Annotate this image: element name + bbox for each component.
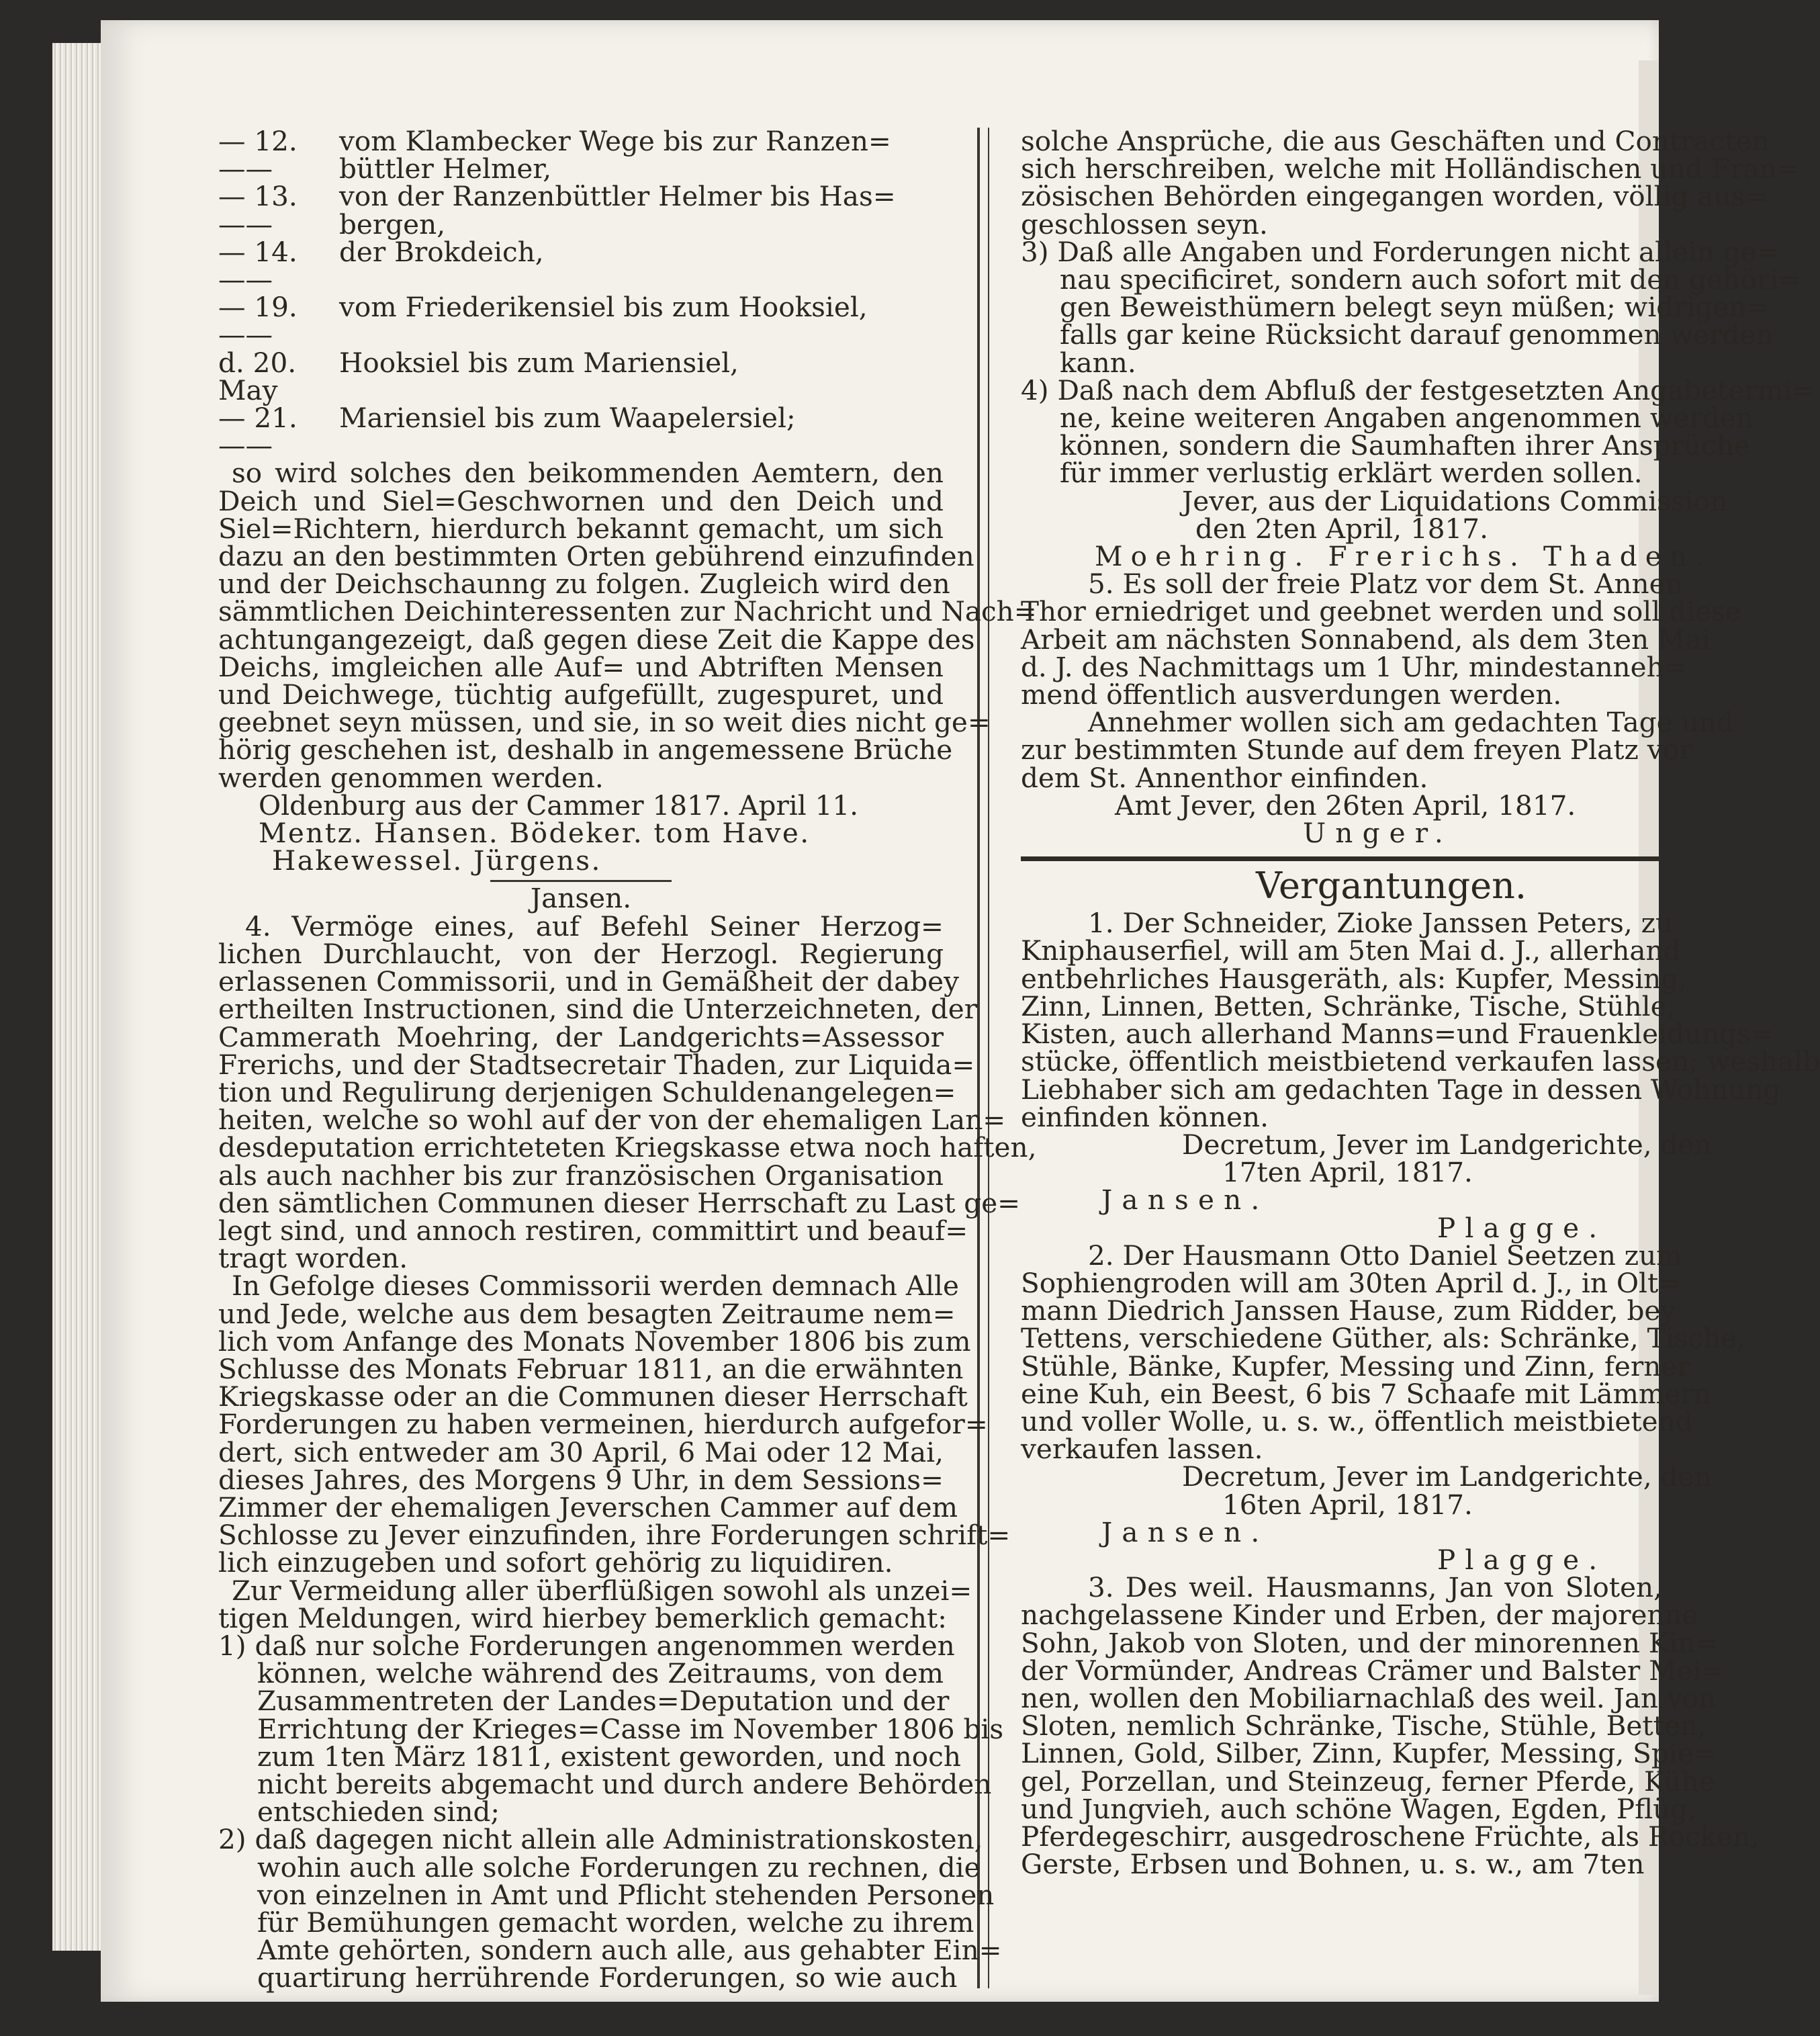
right-column — [1021, 125, 1820, 1881]
text-line: können, sondern die Saumhaften ihrer Ansprüche — [1060, 429, 1750, 462]
text-line: Kisten, auch allerhand Manns=und Frauenkleidungs= — [1021, 1018, 1774, 1051]
text-line: Linnen, Gold, Silber, Zinn, Kupfer, Messing, Spie= — [1021, 1737, 1717, 1770]
list-number: — 21. —— — [218, 402, 298, 462]
text-line: einfinden können. — [1021, 1100, 1269, 1133]
text-line: 4. Vermöge eines, auf Befehl Seiner Herzog= — [245, 910, 944, 942]
text-line: Mariensiel bis zum Waapelersiel; — [339, 402, 796, 435]
text-line: Gerste, Erbsen und Bohnen, u. s. w., am 7ten — [1021, 1848, 1645, 1881]
text-line: legt sind, und annoch restiren, committirt und beauf= — [218, 1214, 968, 1247]
text-line: Amte gehörten, sondern auch alle, aus gehabter Ein= — [257, 1934, 1002, 1967]
commission-date: den 2ten April, 1817. — [1195, 512, 1488, 545]
list-number: — 19.—— — [218, 291, 298, 351]
text-line: Tettens, verschiedene Güther, als: Schränke, Tische, — [1021, 1322, 1746, 1355]
text-line: so wird solches den beikommenden Aemtern, den — [232, 457, 944, 490]
text-line: 4) Daß nach dem Abfluß der festgesetzten Angabetermi= — [1021, 373, 1815, 406]
text-line: Zur Vermeidung aller überflüßigen sowohl als unzei= — [232, 1574, 972, 1607]
text-line: nachgelassene Kinder und Erben, der majorenne — [1021, 1599, 1698, 1632]
text-line: Hooksiel bis zum Mariensiel, — [339, 346, 739, 379]
condition-item-4 — [1021, 373, 1815, 490]
text-line: Annehmer wollen sich am gedachten Tage und — [1088, 706, 1734, 739]
decretum-1-plagge: Plagge. — [1437, 1211, 1607, 1244]
text-line: 3) Daß alle Angaben und Forderungen nicht allein ge= — [1021, 235, 1780, 268]
decretum-1-date: 17ten April, 1817. — [1222, 1156, 1473, 1189]
decretum-1: Decretum, Jever im Landgerichte, den — [1182, 1128, 1712, 1161]
text-line: der Vormünder, Andreas Crämer und Balster Mei= — [1021, 1654, 1725, 1687]
text-line: Deichs, imgleichen alle Auf= und Abtriften Mensen — [218, 650, 944, 683]
text-line: Forderungen zu haben vermeinen, hierdurch aufgefor= — [218, 1408, 988, 1441]
text-line: und Jungvieh, auch schöne Wagen, Egden, Pflüg, — [1021, 1792, 1696, 1825]
text-line: wohin auch alle solche Forderungen zu rechnen, die — [257, 1851, 981, 1884]
text-line: Siel=Richtern, hierdurch bekannt gemacht, um sich — [218, 512, 944, 545]
signer-jansen: Jansen. — [530, 882, 632, 915]
text-line: lichen Durchlaucht, von der Herzogl. Regierung — [218, 937, 944, 970]
text-line: von einzelnen in Amt und Pflicht stehenden Personen — [257, 1878, 995, 1911]
text-line: als auch nachher bis zur französischen Organisation — [218, 1159, 944, 1192]
text-line: Cammerath Moehring, der Landgerichts=Assessor — [218, 1020, 944, 1053]
condition-item-2 — [218, 1823, 1002, 1994]
text-line: eine Kuh, ein Beest, 6 bis 7 Schaafe mit Lämmern — [1021, 1377, 1711, 1410]
list-number: — 14.—— — [218, 235, 298, 296]
text-line: nen, wollen den Mobiliarnachlaß des weil. Jan von — [1021, 1681, 1717, 1714]
decretum-1-jansen: Jansen. — [1101, 1184, 1269, 1216]
text-line: Kriegskasse oder an die Communen dieser Herrschaft — [218, 1380, 968, 1413]
list-item — [218, 235, 944, 296]
text-line: für Bemühungen gemacht worden, welche zu ihrem — [257, 1906, 974, 1939]
condition-item-1 — [218, 1629, 1004, 1828]
list-text — [339, 180, 944, 240]
text-line: erlassenen Commissorii, und in Gemäßheit der dabey — [218, 965, 959, 998]
condition-item-3 — [1021, 235, 1801, 379]
commission-place: Jever, aus der Liquidations Commission — [1182, 484, 1728, 517]
text-line: lich einzugeben und sofort gehörig zu liquidiren. — [218, 1546, 893, 1579]
auction-notice-2 — [1021, 1239, 1746, 1466]
text-line: Stühle, Bänke, Kupfer, Messing und Zinn, ferner — [1021, 1349, 1690, 1382]
decretum-2: Decretum, Jever im Landgerichte, den — [1182, 1460, 1712, 1493]
text-line: und Jede, welche aus dem besagten Zeitraume nem= — [218, 1297, 956, 1330]
text-line: entbehrliches Hausgeräth, als: Kupfer, Messing, — [1021, 962, 1688, 995]
dike-section-list — [218, 125, 944, 462]
list-item — [218, 346, 944, 406]
list-number: d. 20. May — [218, 346, 297, 406]
text-line: hörig geschehen ist, deshalb in angemessene Brüche — [218, 734, 953, 766]
decretum-2-jansen: Jansen. — [1101, 1515, 1269, 1548]
text-line: Zusammentreten der Landes=Deputation und der — [257, 1685, 950, 1718]
text-line: heiten, welche so wohl auf der von der ehemaligen Lan= — [218, 1104, 1006, 1137]
text-line: lich vom Anfange des Monats November 1806 bis zum — [218, 1325, 971, 1358]
text-line: 2) daß dagegen nicht allein alle Administrationskosten, — [218, 1823, 983, 1856]
text-line: vom Klambecker Wege bis zur Ranzen= — [339, 125, 891, 157]
avoidance-paragraph — [218, 1574, 972, 1634]
text-line: Sloten, nemlich Schränke, Tische, Stühle, Betten, — [1021, 1710, 1707, 1742]
text-line: Zinn, Linnen, Betten, Schränke, Tische, Stühle, — [1021, 989, 1676, 1022]
book-page-edges — [52, 43, 106, 1951]
place-date-line: Oldenburg aus der Cammer 1817. April 11. — [259, 789, 858, 822]
text-line: falls gar keine Rücksicht darauf genommen werden — [1060, 318, 1774, 351]
text-line: werden genommen werden. — [218, 761, 604, 794]
auction-notice-1 — [1021, 907, 1820, 1133]
text-line: dem St. Annenthor einfinden. — [1021, 761, 1428, 794]
text-line: von der Ranzenbüttler Helmer bis Has= — [339, 180, 896, 213]
text-line: bergen, — [339, 208, 446, 240]
text-line: ertheilten Instructionen, sind die Unterzeichneten, der — [218, 993, 978, 1026]
text-line: gen Beweisthümern belegt seyn müßen; widrigen= — [1060, 291, 1770, 324]
text-line: Schlosse zu Jever einzufinden, ihre Forderungen schrift= — [218, 1519, 1011, 1552]
section-rule — [1021, 856, 1662, 861]
text-line: für immer verlustig erklärt werden sollen. — [1060, 457, 1643, 490]
bidders-paragraph — [1021, 706, 1734, 794]
text-line: Frerichs, und der Stadtsecretair Thaden, zur Liquida= — [218, 1048, 975, 1081]
text-line: 2. Der Hausmann Otto Daniel Seetzen zum — [1088, 1239, 1682, 1272]
decretum-2-plagge: Plagge. — [1437, 1543, 1607, 1576]
text-line: mend öffentlich ausverdungen werden. — [1021, 678, 1562, 711]
text-line: verkaufen lassen. — [1021, 1433, 1263, 1466]
text-line: Sophiengroden will am 30ten April d. J., in Olt= — [1021, 1266, 1682, 1299]
square-levelling-paragraph — [1021, 568, 1741, 711]
text-line: In Gefolge dieses Commissorii werden demnach Alle — [232, 1270, 959, 1302]
text-line: der Brokdeich, — [339, 235, 544, 268]
text-line: ne, keine weiteren Angaben angenommen werden — [1060, 402, 1754, 435]
text-line: mann Diedrich Janssen Hause, zum Ridder, bey — [1021, 1294, 1676, 1327]
text-line: nau specificiret, sondern auch sofort mit den gehöri= — [1060, 263, 1801, 296]
text-line: quartirung herrührende Forderungen, so wie auch — [257, 1961, 958, 1994]
text-line: Liebhaber sich am gedachten Tage in dessen Wohnung — [1021, 1073, 1781, 1106]
text-line: Kniphauserfiel, will am 5ten Mai d. J., allerhand — [1021, 934, 1681, 967]
list-text — [339, 404, 944, 459]
list-text — [339, 235, 944, 294]
section-heading: Vergantungen. — [1256, 865, 1527, 908]
text-line: dazu an den bestimmten Orten gebührend einzufinden — [218, 540, 974, 573]
list-item — [218, 125, 944, 185]
list-item — [218, 291, 944, 351]
list-text — [339, 346, 944, 404]
text-line: desdeputation errichteteten Kriegskasse etwa noch haften, — [218, 1131, 1037, 1164]
text-line: d. J. des Nachmittags um 1 Uhr, mindestanneh= — [1021, 650, 1687, 683]
column-divider — [977, 128, 989, 1988]
text-line: und der Deichschaunng zu folgen. Zugleich wird den — [218, 568, 950, 601]
continued-paragraph — [1021, 125, 1800, 240]
text-line: geebnet seyn müssen, und sie, in so weit dies nicht ge= — [218, 706, 991, 739]
commission-paragraph — [218, 910, 1037, 1275]
text-line: Sohn, Jakob von Sloten, und der minorennen Kin= — [1021, 1626, 1719, 1659]
commission-signers: Moehring. Frerichs. Thaden. — [1095, 540, 1713, 573]
list-number: — 13.—— — [218, 180, 298, 240]
text-line: Pferdegeschirr, ausgedroschene Früchte, als Rocken, — [1021, 1820, 1759, 1853]
left-column — [218, 125, 1037, 1994]
text-line: stücke, öffentlich meistbietend verkaufen lassen; weshalb — [1021, 1045, 1820, 1078]
text-line: Thor erniedriget und geebnet werden und soll diese — [1021, 595, 1741, 628]
text-line: vom Friederikensiel bis zum Hooksiel, — [339, 291, 868, 324]
decretum-2-date: 16ten April, 1817. — [1222, 1488, 1473, 1521]
text-line: den sämtlichen Communen dieser Herrschaft zu Last ge= — [218, 1186, 1021, 1219]
text-line: 3. Des weil. Hausmanns, Jan von Sloten, — [1088, 1571, 1662, 1604]
text-line: sich herschreiben, welche mit Holländischen und Fran= — [1021, 152, 1800, 185]
list-item — [218, 180, 944, 240]
text-line: Arbeit am nächsten Sonnabend, als dem 3ten Mai — [1021, 623, 1711, 656]
text-line: 5. Es soll der freie Platz vor dem St. Annen — [1088, 568, 1683, 601]
list-text — [339, 291, 944, 349]
text-line: geschlossen seyn. — [1021, 208, 1268, 240]
auction-notice-3 — [1021, 1571, 1759, 1881]
text-line: entschieden sind; — [257, 1796, 500, 1828]
text-line: Errichtung der Krieges=Casse im November 1806 bis — [257, 1712, 1004, 1745]
text-line: 1) daß nur solche Forderungen angenommen werden — [218, 1629, 955, 1662]
text-line: gel, Porzellan, und Steinzeug, ferner Pferde, Kühe — [1021, 1765, 1715, 1798]
text-line: dieses Jahres, des Morgens 9 Uhr, in dem Sessions= — [218, 1463, 944, 1496]
text-line: tragt worden. — [218, 1242, 408, 1275]
text-line: sämmtlichen Deichinteressenten zur Nachricht und Nach= — [218, 595, 1037, 628]
text-line: und voller Wolle, u. s. w., öffentlich meistbietend — [1021, 1405, 1693, 1437]
text-line: achtungangezeigt, daß gegen diese Zeit die Kappe des — [218, 623, 975, 656]
signers-line-2: Hakewessel. Jürgens. — [272, 844, 602, 877]
list-text — [339, 125, 944, 185]
text-line: dert, sich entweder am 30 April, 6 Mai oder 12 Mai, — [218, 1435, 944, 1468]
amt-signer: Unger. — [1303, 817, 1453, 850]
text-line: kann. — [1060, 346, 1136, 379]
text-line: nicht bereits abgemacht und durch andere Behörden — [257, 1767, 992, 1800]
text-line: können, welche während des Zeitraums, von dem — [257, 1657, 944, 1690]
text-line: Schlusse des Monats Februar 1811, an die erwähnten — [218, 1352, 964, 1385]
text-line: 1. Der Schneider, Zioke Janssen Peters, zu — [1088, 907, 1674, 940]
text-line: zur bestimmten Stunde auf dem freyen Platz vor — [1021, 734, 1692, 766]
summons-paragraph — [218, 1270, 1011, 1579]
text-line: Zimmer der ehemaligen Jeverschen Cammer auf dem — [218, 1491, 958, 1523]
list-number: — 12.—— — [218, 125, 298, 185]
list-item — [218, 402, 944, 462]
text-line: und Deichwege, tüchtig aufgefüllt, zugespuret, und — [218, 678, 944, 711]
text-line: zösischen Behörden eingegangen worden, völlig aus= — [1021, 180, 1768, 213]
dike-notice-paragraph — [218, 457, 1037, 794]
text-line: tion und Regulirung derjenigen Schuldenangelegen= — [218, 1075, 956, 1108]
text-line: Deich und Siel=Geschwornen und den Deich und — [218, 484, 944, 517]
amt-line: Amt Jever, den 26ten April, 1817. — [1115, 789, 1576, 822]
text-line: büttler Helmer, — [339, 152, 552, 185]
signers-line-1: Mentz. Hansen. Bödeker. tom Have. — [259, 817, 811, 850]
text-line: solche Ansprüche, die aus Geschäften und Contracten — [1021, 125, 1770, 157]
text-line: tigen Meldungen, wird hierbey bemerklich gemacht: — [218, 1601, 947, 1634]
text-line: zum 1ten März 1811, existent geworden, und noch — [257, 1740, 961, 1773]
